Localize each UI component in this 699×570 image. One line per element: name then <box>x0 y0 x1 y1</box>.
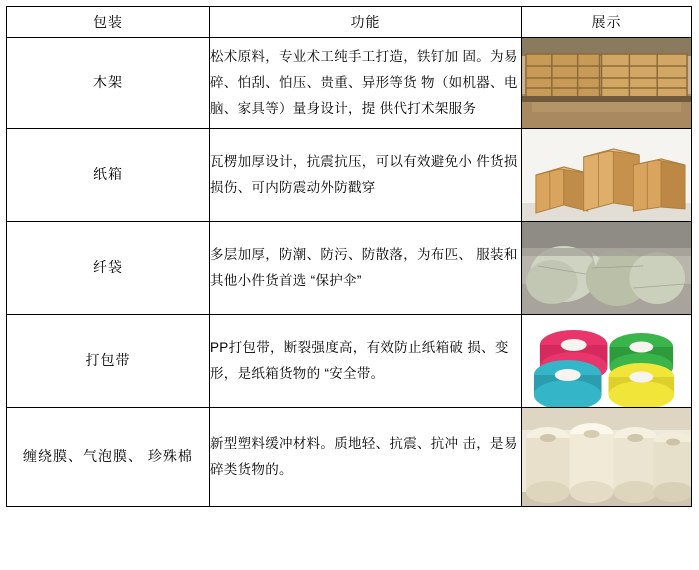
package-function: 多层加厚，防潮、防污、防散落，为布匹、 服装和其他小件货首选 “保护伞” <box>210 222 522 315</box>
package-display <box>522 408 692 507</box>
package-function: 松术原料，专业术工纯手工打造，铁钉加 固。为易碎、怕刮、怕压、贵重、异形等货 物（如机器、电脑、家具等）量身设计，提 供代打术架服务 <box>210 38 522 129</box>
table-row <box>7 38 692 129</box>
column-header-function: 功能 <box>210 7 522 38</box>
package-name: 纤袋 <box>7 222 210 315</box>
woven-bags-illustration <box>522 222 691 314</box>
table-row <box>7 315 692 408</box>
table-header-row <box>7 7 692 38</box>
package-display <box>522 38 692 129</box>
package-name: 打包带 <box>7 315 210 408</box>
package-name: 缠绕膜、气泡膜、 珍殊棉 <box>7 408 210 507</box>
package-function: 瓦楞加厚设计，抗震抗压，可以有效避免小 件货损损伤、可内防震动外防戳穿 <box>210 129 522 222</box>
package-function: 新型塑料缓冲材料。质地轻、抗震、抗冲 击，是易碎类货物的。 <box>210 408 522 507</box>
package-display <box>522 222 692 315</box>
carton-boxes-illustration <box>522 129 691 221</box>
carton-boxes-photo <box>522 129 691 221</box>
table-row <box>7 222 692 315</box>
package-function: PP打包带，断裂强度高，有效防止纸箱破 损、变形，是纸箱货物的 “安全带。 <box>210 315 522 408</box>
strapping-rolls-illustration <box>522 315 691 407</box>
strapping-rolls-photo <box>522 315 691 407</box>
package-display <box>522 129 692 222</box>
column-header-package: 包装 <box>7 7 210 38</box>
package-name: 纸箱 <box>7 129 210 222</box>
woven-bags-photo <box>522 222 691 314</box>
column-header-display: 展示 <box>522 7 692 38</box>
package-name: 木架 <box>7 38 210 129</box>
table-row <box>7 129 692 222</box>
package-display <box>522 315 692 408</box>
stretch-film-rolls-illustration <box>522 408 691 506</box>
wooden-crate-illustration <box>522 38 691 128</box>
wooden-crate-photo <box>522 38 691 128</box>
table-row <box>7 408 692 507</box>
stretch-film-rolls-photo <box>522 408 691 506</box>
packaging-table <box>6 6 692 507</box>
